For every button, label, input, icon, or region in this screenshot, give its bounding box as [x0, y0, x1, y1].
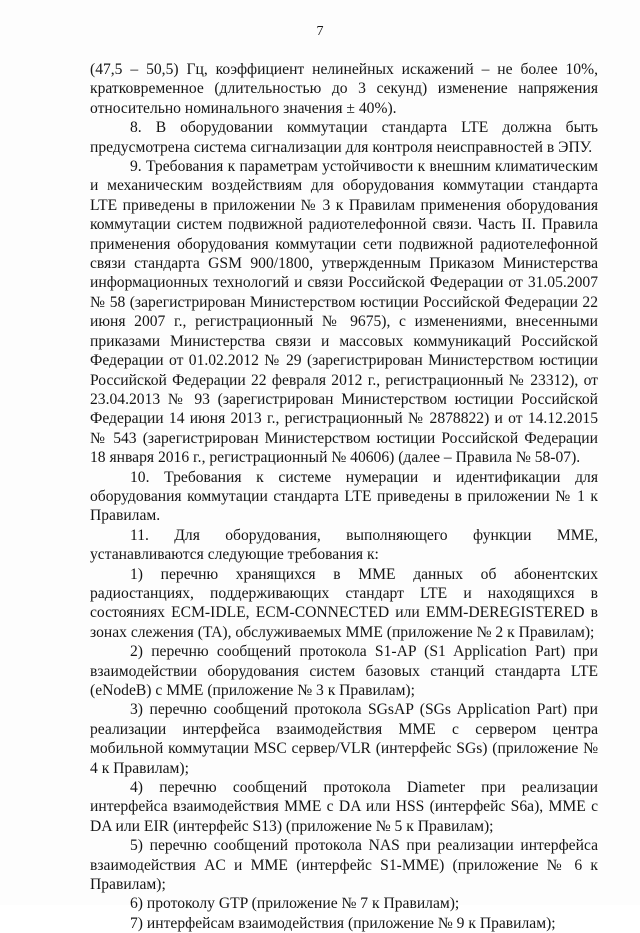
document-body	[90, 60, 598, 933]
paragraph: 3) перечню сообщений протокола SGsAP (SGs Application Part) при реализации интерфейса взаимодействия MME с сервером центра мобильной коммутации MSC сервер/VLR (интерфейс SGs) (приложение № 4 к Правилам);	[90, 701, 598, 777]
paragraph: 8. В оборудовании коммутации стандарта LTE должна быть предусмотрена система сигнализации для контроля неисправностей в ЭПУ.	[90, 119, 598, 156]
paragraph: 10. Требования к системе нумерации и идентификации для оборудования коммутации стандарта LTE приведены в приложении № 1 к Правилам.	[90, 468, 598, 525]
paragraph: 9. Требования к параметрам устойчивости к внешним климатическим и механическим воздействиям для оборудования коммутации стандарта LTE приведены в приложении № 3 к Правилам применения оборудования коммутации систем подвижной радиотелефонной связи. Часть II. Правила применения оборудования коммутации сети подвижной радиотелефонной связи стандарта GSM 900/1800, утвержденным Приказом Министерства информационных технологий и связи Российской Федерации от 31.05.2007 № 58 (зарегистрирован Министерством юстиции Российской Федерации 22 июня 2007 г., регистрационный № 9675), с изменениями, внесенными приказами Министерства связи и массовых коммуникаций Российской Федерации от 01.02.2012 № 29 (зарегистрирован Министерством юстиции Российской Федерации 22 февраля 2012 г., регистрационный № 23312), от 23.04.2013 № 93 (зарегистрирован Министерством юстиции Российской Федерации 14 июня 2013 г., регистрационный № 2878822) и от 14.12.2015 № 543 (зарегистрирован Министерством юстиции Российской Федерации 18 января 2016 г., регистрационный № 40606) (далее – Правила № 58-07).	[90, 158, 598, 467]
paragraph: 11. Для оборудования, выполняющего функции MME, устанавливаются следующие требования к:	[90, 526, 598, 564]
page-number: 7	[316, 24, 324, 39]
paragraph: 2) перечню сообщений протокола S1-AP (S1 Application Part) при взаимодействии оборудования систем базовых станций стандарта LTE (eNodeB) с MME (приложение № 3 к Правилам);	[90, 643, 598, 699]
paragraph: 6) протоколу GTP (приложение № 7 к Правилам);	[130, 895, 460, 913]
paragraph: 4) перечню сообщений протокола Diameter при реализации интерфейса взаимодействия MME с DA или HSS (интерфейс S6a), MME с DA или EIR (интерфейс S13) (приложение № 5 к Правилам);	[90, 779, 598, 835]
paragraph: (47,5 – 50,5) Гц, коэффициент нелинейных искажений – не более 10%, кратковременное (длительностью до 3 секунд) изменение напряжения относительно номинального значения ± 40%).	[90, 61, 598, 117]
paragraph: 7) интерфейсам взаимодействия (приложение № 9 к Правилам);	[130, 914, 556, 932]
paragraph: 1) перечню хранящихся в MME данных об абонентских радиостанциях, поддерживающих стандарт LTE и находящихся в состояниях ECM-IDLE, ECM-CONNECTED или EMM-DEREGISTERED в зонах слежения (TA), обслуживаемых MME (приложение № 2 к Правилам);	[90, 565, 598, 641]
paragraph: 5) перечню сообщений протокола NAS при реализации интерфейса взаимодействия AC и MME (интерфейс S1-MME) (приложение № 6 к Правилам);	[90, 837, 598, 894]
